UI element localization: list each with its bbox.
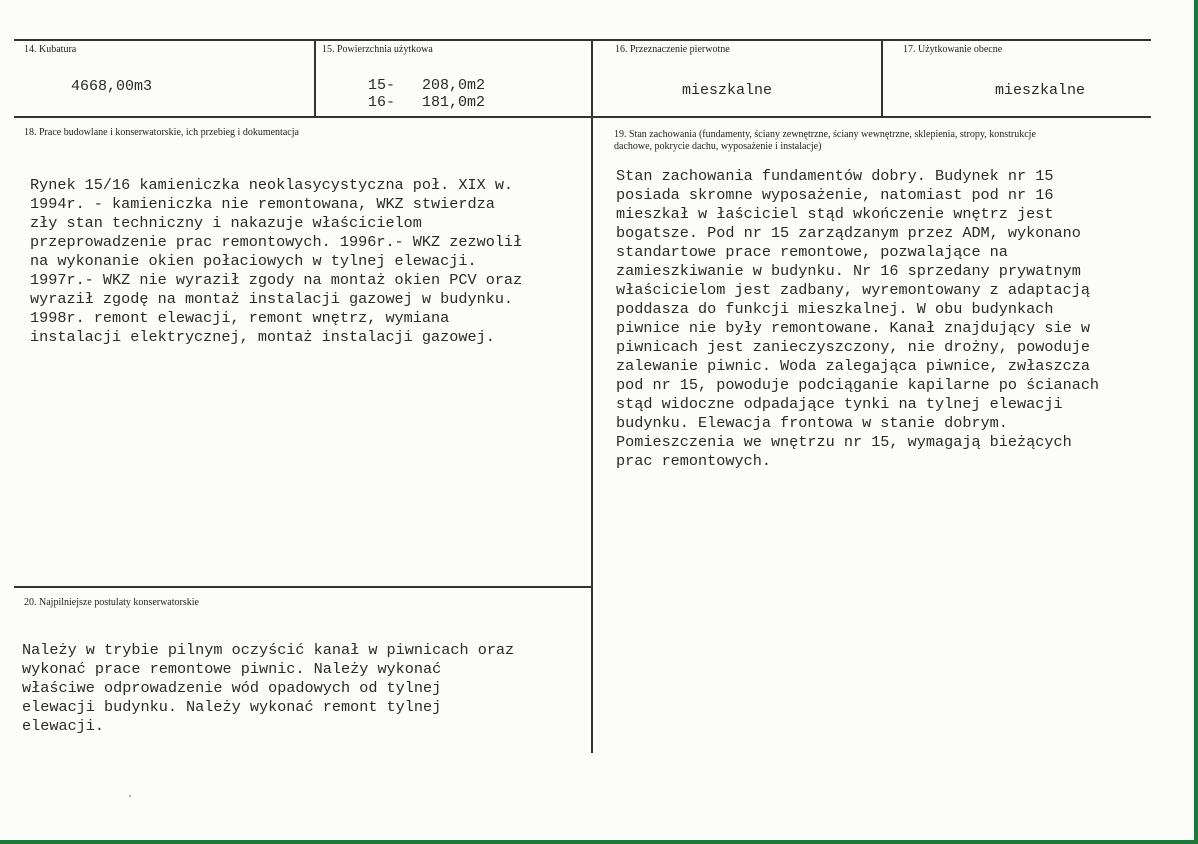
box19-line: pod nr 15, powoduje podciąganie kapilarne po ścianach: [616, 376, 1100, 394]
box18-line: przeprowadzenie prac remontowych. 1996r.- WKZ zezwolił: [30, 233, 523, 251]
box19-line: właścicielom jest zadbany, wyremontowany z adaptacją: [616, 281, 1090, 299]
box19-line: poddasza do funkcji mieszkalnej. W obu budynkach: [616, 300, 1054, 318]
box19-line: stąd widoczne odpadające tynki na tylnej elewacji: [616, 395, 1063, 413]
paper-speck: [129, 795, 131, 797]
box16-value: mieszkalne: [682, 82, 773, 99]
box15-label: 15. Powierzchnia użytkowa: [322, 44, 433, 55]
box20-line: właściwe odprowadzenie wód opadowych od tylnej: [22, 679, 442, 697]
box14-label: 14. Kubatura: [24, 44, 77, 55]
box20-label: 20. Najpilniejsze postulaty konserwatorskie: [24, 597, 199, 608]
divider-14-15: [314, 39, 316, 117]
box18-line: 1994r. - kamieniczka nie remontowana, WKZ stwierdza: [30, 195, 495, 213]
box20-line: Należy w trybie pilnym oczyścić kanał w piwnicach oraz: [22, 641, 515, 659]
divider-16-17: [881, 39, 883, 117]
box19-line: mieszkał w łaściciel stąd wkończenie wnętrz jest: [616, 205, 1054, 223]
box19-line: posiada skromne wyposażenie, natomiast pod nr 16: [616, 186, 1054, 204]
scan-edge-bottom: [0, 840, 1198, 844]
box19-line: prac remontowych.: [616, 452, 771, 470]
box16-label: 16. Przeznaczenie pierwotne: [615, 44, 730, 55]
box19-line: budynku. Elewacja frontowa w stanie dobrym.: [616, 414, 1008, 432]
box19-line: piwnicach jest zanieczyszczony, nie drożny, powoduje: [616, 338, 1090, 356]
box19-label-line-1: 19. Stan zachowania (fundamenty, ściany zewnętrzne, ściany wewnętrzne, sklepienia, stropy, konstrukcje: [614, 129, 1036, 140]
box19-line: piwnice nie były remontowane. Kanał znajdujący sie w: [616, 319, 1090, 337]
box14-value: 4668,00m3: [71, 78, 153, 95]
box15-line-2: 16- 181,0m2: [368, 94, 486, 111]
top-rule: [14, 39, 1151, 41]
box18-line: 1998r. remont elewacji, remont wnętrz, wymiana: [30, 309, 450, 327]
box20-line: elewacji budynku. Należy wykonać remont tylnej: [22, 698, 442, 716]
box19-line: zamieszkiwanie w budynku. Nr 16 sprzedany prywatnym: [616, 262, 1081, 280]
box18-line: instalacji elektrycznej, montaż instalacji gazowej.: [30, 328, 495, 346]
box20-line: wykonać prace remontowe piwnic. Należy wykonać: [22, 660, 442, 678]
box19-line: bogatsze. Pod nr 15 zarządzanym przez ADM, wykonano: [616, 224, 1081, 242]
box17-label: 17. Użytkowanie obecne: [903, 44, 1003, 55]
box18-line: Rynek 15/16 kamieniczka neoklasycystyczna poł. XIX w.: [30, 176, 514, 194]
header-bottom-rule: [14, 116, 1151, 118]
box18-line: na wykonanie okien połaciowych w tylnej elewacji.: [30, 252, 477, 270]
box18-label: 18. Prace budowlane i konserwatorskie, ich przebieg i dokumentacja: [24, 127, 299, 138]
scan-edge-right: [1194, 0, 1198, 844]
box20-top-rule: [14, 586, 592, 588]
box15-line-1: 15- 208,0m2: [368, 77, 486, 94]
box17-value: mieszkalne: [995, 82, 1086, 99]
box19-line: Stan zachowania fundamentów dobry. Budynek nr 15: [616, 167, 1054, 185]
box19-label-line-2: dachowe, pokrycie dachu, wyposażenie i instalacje): [614, 141, 822, 152]
box19-line: standartowe prace remontowe, pozwalające na: [616, 243, 1008, 261]
box20-line: elewacji.: [22, 717, 105, 735]
box19-line: Pomieszczenia we wnętrzu nr 15, wymagają bieżących: [616, 433, 1072, 451]
box18-line: wyraził zgodę na montaż instalacji gazowej w budynku.: [30, 290, 514, 308]
divider-main: [591, 39, 593, 753]
box18-line: 1997r.- WKZ nie wyraził zgody na montaż okien PCV oraz: [30, 271, 523, 289]
box19-line: zalewanie piwnic. Woda zalegająca piwnice, zwłaszcza: [616, 357, 1090, 375]
box18-line: zły stan techniczny i nakazuje właścicielom: [30, 214, 422, 232]
